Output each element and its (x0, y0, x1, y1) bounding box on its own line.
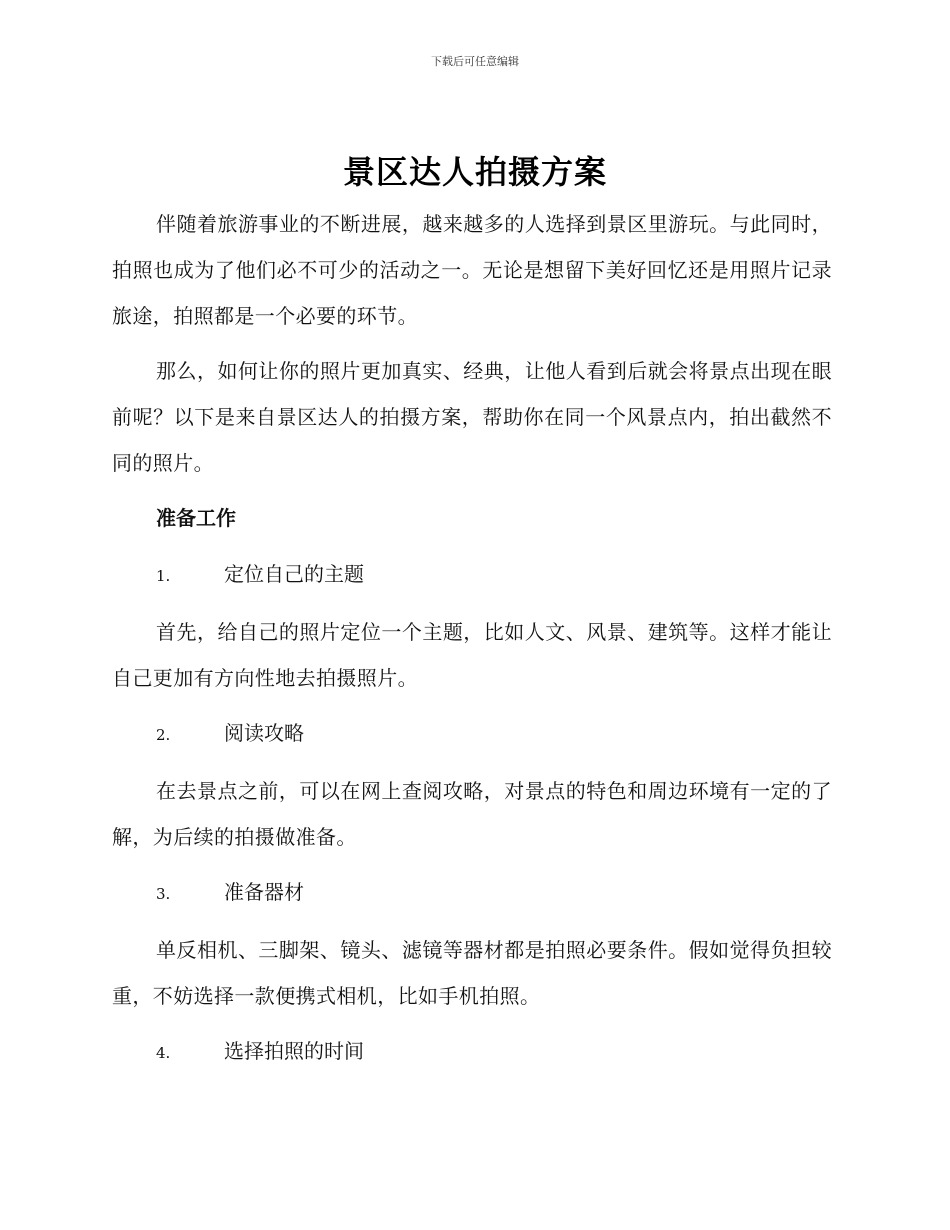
list-item-heading (112, 710, 832, 758)
document-body (112, 201, 832, 1086)
list-item-paragraph: 单反相机、三脚架、镜头、滤镜等器材都是拍照必要条件。假如觉得负担较重，不妨选择一款便携式相机，比如手机拍照。 (112, 938, 832, 1008)
list-item-number: 3. (156, 885, 171, 903)
section-heading: 准备工作 (156, 506, 236, 530)
list-item-paragraph: 首先，给自己的照片定位一个主题，比如人文、风景、建筑等。这样才能让自己更加有方向性地去拍摄照片。 (112, 620, 832, 690)
list-item-title: 准备器材 (224, 880, 304, 904)
list-item-number: 4. (156, 1044, 171, 1062)
list-item-heading (112, 869, 832, 917)
list-item-number: 2. (156, 726, 171, 744)
list-item-heading (112, 551, 832, 599)
header-note: 下载后可任意编辑 (431, 55, 519, 68)
list-item-title: 选择拍照的时间 (224, 1039, 364, 1063)
list-item-title: 定位自己的主题 (224, 562, 364, 586)
intro-paragraph: 伴随着旅游事业的不断进展，越来越多的人选择到景区里游玩。与此同时，拍照也成为了他们必不可少的活动之一。无论是想留下美好回忆还是用照片记录旅途，拍照都是一个必要的环节。 (112, 212, 832, 328)
intro-paragraph: 那么，如何让你的照片更加真实、经典，让他人看到后就会将景点出现在眼前呢？以下是来自景区达人的拍摄方案，帮助你在同一个风景点内，拍出截然不同的照片。 (112, 359, 832, 475)
list-item-title: 阅读攻略 (224, 721, 304, 745)
list-item-heading (112, 1028, 832, 1076)
page-title: 景区达人拍摄方案 (342, 153, 607, 191)
list-item-number: 1. (156, 567, 171, 585)
list-item-paragraph: 在去景点之前，可以在网上查阅攻略，对景点的特色和周边环境有一定的了解，为后续的拍摄做准备。 (112, 779, 832, 849)
